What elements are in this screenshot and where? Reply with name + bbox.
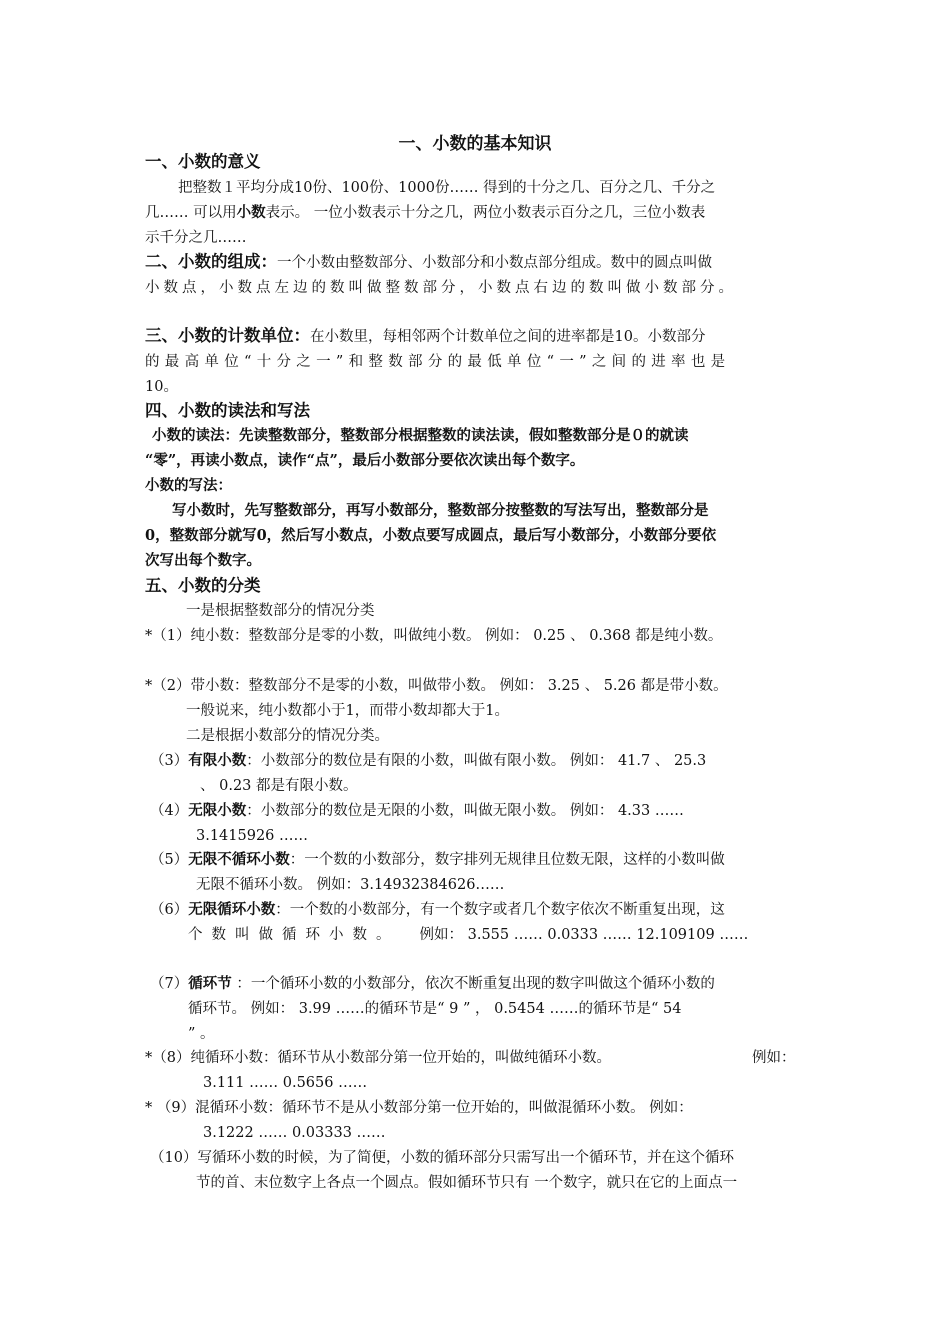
section-2-heading: 二、小数的组成： <box>145 252 277 271</box>
item-10-line-1: （10）写循环小数的时候，为了简便，小数的循环部分只需写出一个循环节，并在这个循环 <box>150 1150 734 1166</box>
section-5-heading: 五、小数的分类 <box>145 576 261 595</box>
writing-rule-line-1: 写小数时，先写整数部分，再写小数部分，整数部分按整数的写法写出，整数部分是 <box>172 502 709 519</box>
text: ：一个数的小数部分，数字排列无规律且位数无限，这样的小数叫做 <box>289 852 725 868</box>
section-3-heading: 三、小数的计数单位： <box>145 326 310 345</box>
term-repetend: 循环节 <box>188 975 232 992</box>
term-nonrepeating-decimal: 无限不循环小数 <box>188 851 290 868</box>
item-6-line-1 <box>150 900 725 920</box>
classification-intro-1: 一是根据整数部分的情况分类 <box>186 603 375 619</box>
term-repeating-decimal: 无限循环小数 <box>188 901 276 918</box>
item-3-line-1 <box>150 751 706 771</box>
section-4-heading: 四、小数的读法和写法 <box>145 401 310 420</box>
reading-rule-line-2: “零”，再读小数点，读作“点”，最后小数部分要依次读出每个数字。 <box>145 452 585 469</box>
section-1-line-3: 示千分之几…… <box>145 230 247 246</box>
item-number: （4） <box>150 803 189 819</box>
section-3-line-1 <box>145 326 705 347</box>
writing-rule-line-3: 次写出每个数字。 <box>145 552 261 569</box>
section-1-heading: 一、小数的意义 <box>145 152 261 171</box>
page-title: 一、小数的基本知识 <box>398 134 552 154</box>
text: 几…… 可以用 <box>145 205 237 221</box>
text: ：小数部分的数位是无限的小数，叫做无限小数。 例如： 4.33 …… <box>246 803 684 819</box>
item-number: （5） <box>150 852 189 868</box>
text: 在小数里，每相邻两个计数单位之间的进率都是10。小数部分 <box>310 329 706 345</box>
item-3-line-2: 、 0.23 都是有限小数。 <box>200 778 358 794</box>
item-6-line-2 <box>188 925 748 945</box>
example: 例如： 3.555 …… 0.0333 …… 12.109109 …… <box>419 927 749 943</box>
item-number: （7） <box>150 976 189 992</box>
writing-rule-label: 小数的写法： <box>145 477 232 494</box>
text: 个数叫做循环小数。 <box>188 927 400 943</box>
item-7-line-3: ” 。 <box>188 1026 215 1042</box>
section-2-line-1 <box>145 252 712 273</box>
section-3-line-2: 的最高单位“十分之一”和整数部分的最低单位“一”之间的进率也是 <box>145 354 731 370</box>
classification-intro-2: 二是根据小数部分的情况分类。 <box>186 728 389 744</box>
writing-rule-line-2: 0，整数部分就写0，然后写小数点，小数点要写成圆点，最后写小数部分，小数部分要依 <box>145 527 717 544</box>
item-8-line-1: *（8）纯循环小数：循环节从小数部分第一位开始的，叫做纯循环小数。 <box>145 1050 611 1066</box>
item-5-line-2: 无限不循环小数。 例如：3.14932384626…… <box>196 877 505 893</box>
text: ：一个循环小数的小数部分，依次不断重复出现的数字叫做这个循环小数的 <box>231 976 715 992</box>
item-7-line-2: 循环节。 例如： 3.99 ……的循环节是“ 9 ” ， 0.5454 ……的循环节是“ 54 <box>188 1001 682 1017</box>
section-1-line-2 <box>145 203 705 223</box>
text: 一个小数由整数部分、小数部分和小数点部分组成。数中的圆点叫做 <box>277 255 712 271</box>
item-2-mixed-decimal: *（2）带小数：整数部分不是零的小数，叫做带小数。 例如： 3.25 、 5.26 都是带小数。 <box>145 678 728 694</box>
item-9-line-1: * （9）混循环小数：循环节不是从小数部分第一位开始的，叫做混循环小数。 例如： <box>145 1100 693 1116</box>
item-number: （6） <box>150 902 189 918</box>
reading-rule-line-1: 小数的读法：先读整数部分，整数部分根据整数的读法读，假如整数部分是０的就读 <box>152 427 689 444</box>
item-9-line-2: 3.1222 …… 0.03333 …… <box>203 1125 386 1141</box>
item-8-line-2: 3.111 …… 0.5656 …… <box>203 1075 368 1091</box>
item-4-line-2: 3.1415926 …… <box>196 828 309 844</box>
term-decimal: 小数 <box>236 204 266 221</box>
item-8-example-label: 例如： <box>752 1050 796 1066</box>
item-5-line-1 <box>150 850 725 870</box>
text: ：一个数的小数部分，有一个数字或者几个数字依次不断重复出现，这 <box>275 902 725 918</box>
item-1-pure-decimal: *（1）纯小数：整数部分是零的小数，叫做纯小数。 例如： 0.25 、 0.368 都是纯小数。 <box>145 628 723 644</box>
section-2-line-2: 小数点，小数点左边的数叫做整数部分，小数点右边的数叫做小数部分。 <box>145 280 737 296</box>
section-3-line-3: 10。 <box>145 379 178 395</box>
classification-note: 一般说来，纯小数都小于1，而带小数却都大于1。 <box>186 703 509 719</box>
text: ：小数部分的数位是有限的小数，叫做有限小数。 例如： 41.7 、 25.3 <box>246 753 707 769</box>
item-4-line-1 <box>150 801 684 821</box>
item-10-line-2: 节的首、末位数字上各点一个圆点。假如循环节只有 一个数字，就只在它的上面点一 <box>196 1175 738 1191</box>
text: 表示。 一位小数表示十分之几，两位小数表示百分之几，三位小数表 <box>265 205 706 221</box>
term-infinite-decimal: 无限小数 <box>188 802 247 819</box>
section-1-line-1: 把整数１平均分成10份、100份、1000份…… 得到的十分之几、百分之几、千分之 <box>178 180 716 196</box>
term-finite-decimal: 有限小数 <box>188 752 247 769</box>
item-7-line-1 <box>150 974 715 994</box>
item-number: （3） <box>150 753 189 769</box>
